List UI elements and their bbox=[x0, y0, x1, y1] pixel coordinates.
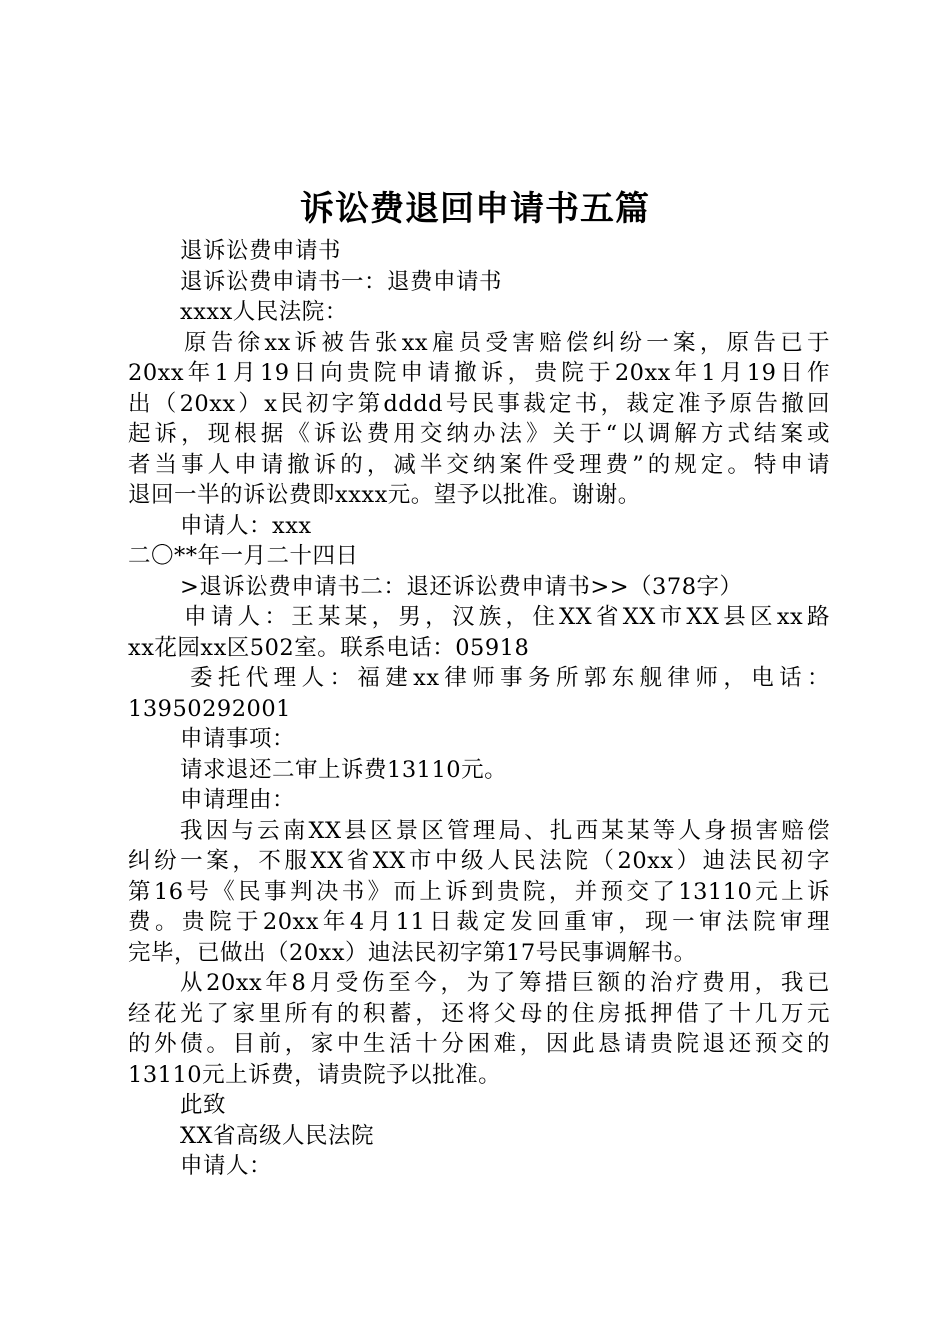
paragraph-line: 退回一半的诉讼费即xxxx元。望予以批准。谢谢。 bbox=[128, 482, 641, 508]
paragraph-line: 第16号《民事判决书》而上诉到贵院，并预交了13110元上诉 bbox=[128, 878, 830, 905]
paragraph-line: 的外债。目前，家中生活十分困难，因此恳请贵院退还预交的 bbox=[128, 1031, 830, 1057]
text-line: 申请理由： bbox=[180, 787, 296, 813]
document-title: 诉讼费退回申请书五篇 bbox=[300, 189, 650, 229]
paragraph-line: 起诉，现根据《诉讼费用交纳办法》关于“以调解方式结案或 bbox=[128, 421, 830, 447]
paragraph-line: 者当事人申请撤诉的，减半交纳案件受理费”的规定。特申请 bbox=[128, 451, 830, 478]
text-line: >退诉讼费申请书二：退还诉讼费申请书>>（378字） bbox=[180, 573, 743, 600]
paragraph-line: 从20xx年8月受伤至今，为了筹措巨额的治疗费用，我已 bbox=[180, 970, 830, 996]
text-line: 二〇**年一月二十四日 bbox=[128, 543, 359, 569]
text-line: 申请人： bbox=[180, 1153, 273, 1179]
paragraph-line: 经花光了家里所有的积蓄，还将父母的住房抵押借了十几万元 bbox=[128, 1000, 830, 1027]
paragraph-line: 纠纷一案，不服XX省XX市中级人民法院（20xx）迪法民初字 bbox=[128, 848, 830, 874]
text-line: XX省高级人民法院 bbox=[180, 1122, 375, 1149]
document-body bbox=[128, 236, 830, 1182]
text-line: 退诉讼费申请书一：退费申请书 bbox=[180, 268, 503, 295]
paragraph-line: 费。贵院于20xx年4月11日裁定发回重审，现一审法院审理 bbox=[128, 909, 830, 935]
text-line: 此致 bbox=[180, 1092, 227, 1118]
paragraph-line: 出（20xx）x民初字第dddd号民事裁定书，裁定准予原告撤回 bbox=[128, 390, 830, 417]
text-line: 退诉讼费申请书 bbox=[180, 238, 342, 264]
paragraph-line: 13110元上诉费，请贵院予以批准。 bbox=[128, 1061, 502, 1088]
paragraph-line: 我因与云南XX县区景区管理局、扎西某某等人身损害赔偿 bbox=[180, 817, 830, 844]
paragraph-line: 13950292001 bbox=[128, 695, 291, 722]
text-line: xxxx人民法院： bbox=[180, 299, 348, 325]
text-line: 申请事项： bbox=[180, 726, 296, 752]
paragraph-line: 完毕，已做出（20xx）迪法民初字第17号民事调解书。 bbox=[128, 939, 697, 966]
text-line: 申请人：xxx bbox=[180, 512, 312, 539]
text-line: 请求退还二审上诉费13110元。 bbox=[180, 756, 508, 783]
paragraph-line: 20xx年1月19日向贵院申请撤诉，贵院于20xx年1月19日作 bbox=[128, 360, 830, 386]
paragraph-line: xx花园xx区502室。联系电话：05918 bbox=[128, 634, 530, 661]
paragraph-line: 申请人：王某某，男，汉族，住XX省XX市XX县区xx路 bbox=[184, 604, 830, 630]
paragraph-line: 委托代理人：福建xx律师事务所郭东舰律师，电话： bbox=[190, 665, 830, 691]
paragraph-line: 原告徐xx诉被告张xx雇员受害赔偿纠纷一案，原告已于 bbox=[184, 329, 830, 356]
